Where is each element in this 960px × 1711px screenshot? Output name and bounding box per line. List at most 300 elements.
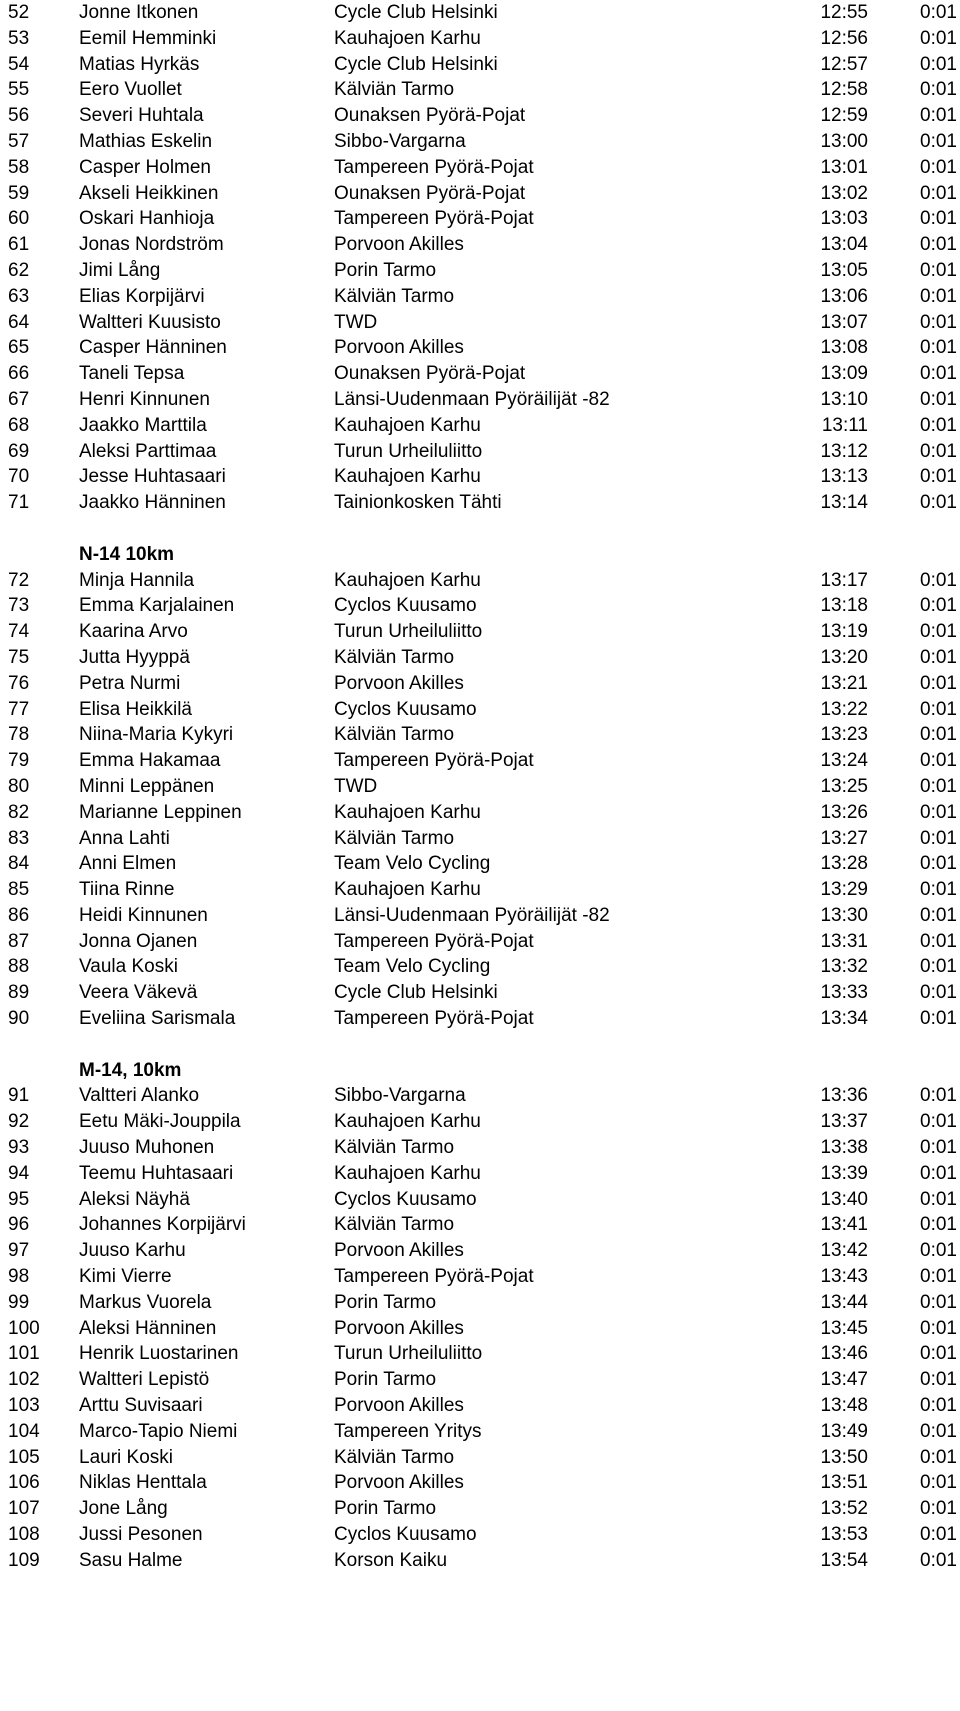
start-time: 12:58 bbox=[820, 79, 868, 101]
club-name: Porin Tarmo bbox=[334, 1291, 437, 1313]
start-number: 76 bbox=[8, 672, 30, 694]
start-interval: 0:01 bbox=[920, 1291, 957, 1313]
start-number: 98 bbox=[8, 1266, 30, 1288]
start-time: 13:14 bbox=[820, 492, 868, 514]
club-name: Cyclos Kuusamo bbox=[334, 698, 477, 720]
start-time: 13:03 bbox=[820, 208, 868, 230]
start-time: 13:39 bbox=[820, 1162, 868, 1184]
club-name: Tampereen Pyörä-Pojat bbox=[334, 750, 534, 772]
start-number: 83 bbox=[8, 827, 30, 849]
start-interval: 0:01 bbox=[920, 79, 957, 101]
start-time: 13:44 bbox=[820, 1291, 868, 1313]
club-name: Porvoon Akilles bbox=[334, 1472, 464, 1494]
start-number: 105 bbox=[8, 1446, 40, 1468]
result-row bbox=[0, 826, 960, 852]
result-row bbox=[0, 310, 960, 336]
club-name: Sibbo-Vargarna bbox=[334, 130, 466, 152]
rider-name: Eemil Hemminki bbox=[79, 27, 217, 49]
rider-name: Markus Vuorela bbox=[79, 1291, 212, 1313]
start-interval: 0:01 bbox=[920, 853, 957, 875]
start-number: 103 bbox=[8, 1395, 40, 1417]
start-time: 13:30 bbox=[820, 904, 868, 926]
start-time: 13:26 bbox=[820, 801, 868, 823]
result-row bbox=[0, 361, 960, 387]
result-row bbox=[0, 645, 960, 671]
start-interval: 0:01 bbox=[920, 1549, 957, 1571]
rider-name: Anni Elmen bbox=[79, 853, 177, 875]
club-name: Kauhajoen Karhu bbox=[334, 1162, 481, 1184]
club-name: Porin Tarmo bbox=[334, 259, 437, 281]
club-name: Kälviän Tarmo bbox=[334, 285, 455, 307]
start-number: 69 bbox=[8, 440, 30, 462]
result-row bbox=[0, 181, 960, 207]
result-row bbox=[0, 0, 960, 26]
start-interval: 0:01 bbox=[920, 801, 957, 823]
start-interval: 0:01 bbox=[920, 1214, 957, 1236]
start-interval: 0:01 bbox=[920, 1137, 957, 1159]
club-name: Cycle Club Helsinki bbox=[334, 982, 498, 1004]
category-heading bbox=[0, 1058, 960, 1084]
club-name: TWD bbox=[334, 775, 378, 797]
category-heading-text: N-14 10km bbox=[79, 543, 175, 565]
club-name: Kälviän Tarmo bbox=[334, 1214, 455, 1236]
rider-name: Emma Hakamaa bbox=[79, 750, 221, 772]
start-number: 97 bbox=[8, 1240, 30, 1262]
result-row bbox=[0, 155, 960, 181]
start-number: 57 bbox=[8, 130, 30, 152]
start-number: 75 bbox=[8, 646, 30, 668]
rider-name: Jimi Lång bbox=[79, 259, 161, 281]
start-interval: 0:01 bbox=[920, 182, 957, 204]
start-interval: 0:01 bbox=[920, 775, 957, 797]
start-interval: 0:01 bbox=[920, 646, 957, 668]
start-time: 13:10 bbox=[820, 388, 868, 410]
club-name: Kauhajoen Karhu bbox=[334, 879, 481, 901]
rider-name: Jone Lång bbox=[79, 1498, 168, 1520]
result-row bbox=[0, 1109, 960, 1135]
start-interval: 0:01 bbox=[920, 53, 957, 75]
club-name: Porvoon Akilles bbox=[334, 1395, 464, 1417]
start-time: 13:52 bbox=[820, 1498, 868, 1520]
rider-name: Jonne Itkonen bbox=[79, 2, 199, 23]
start-interval: 0:01 bbox=[920, 1008, 957, 1030]
result-row bbox=[0, 335, 960, 361]
start-number: 86 bbox=[8, 904, 30, 926]
start-interval: 0:01 bbox=[920, 1395, 957, 1417]
result-row bbox=[0, 1445, 960, 1471]
start-time: 13:23 bbox=[820, 724, 868, 746]
start-number: 79 bbox=[8, 750, 30, 772]
rider-name: Henrik Luostarinen bbox=[79, 1343, 239, 1365]
start-time: 13:49 bbox=[820, 1420, 868, 1442]
start-interval: 0:01 bbox=[920, 672, 957, 694]
start-time: 13:21 bbox=[820, 672, 868, 694]
start-interval: 0:01 bbox=[920, 621, 957, 643]
start-time: 12:55 bbox=[820, 2, 868, 23]
rider-name: Jesse Huhtasaari bbox=[79, 466, 226, 488]
start-time: 13:37 bbox=[820, 1111, 868, 1133]
start-number: 64 bbox=[8, 311, 30, 333]
start-number: 89 bbox=[8, 982, 30, 1004]
result-row bbox=[0, 1548, 960, 1574]
start-number: 74 bbox=[8, 621, 30, 643]
start-time: 13:42 bbox=[820, 1240, 868, 1262]
rider-name: Marco-Tapio Niemi bbox=[79, 1420, 238, 1442]
result-row bbox=[0, 619, 960, 645]
result-row bbox=[0, 929, 960, 955]
rider-name: Waltteri Lepistö bbox=[79, 1369, 210, 1391]
club-name: Cycle Club Helsinki bbox=[334, 2, 498, 23]
start-time: 13:08 bbox=[820, 337, 868, 359]
result-row bbox=[0, 671, 960, 697]
club-name: Kauhajoen Karhu bbox=[334, 466, 481, 488]
result-row bbox=[0, 464, 960, 490]
start-interval: 0:01 bbox=[920, 311, 957, 333]
start-time: 13:22 bbox=[820, 698, 868, 720]
club-name: Cyclos Kuusamo bbox=[334, 1188, 477, 1210]
category-heading bbox=[0, 542, 960, 568]
start-interval: 0:01 bbox=[920, 1524, 957, 1546]
club-name: Kauhajoen Karhu bbox=[334, 27, 481, 49]
rider-name: Teemu Huhtasaari bbox=[79, 1162, 234, 1184]
start-number: 67 bbox=[8, 388, 30, 410]
start-number: 99 bbox=[8, 1291, 30, 1313]
start-number: 62 bbox=[8, 259, 30, 281]
start-number: 52 bbox=[8, 2, 30, 23]
rider-name: Casper Holmen bbox=[79, 156, 211, 178]
rider-name: Eero Vuollet bbox=[79, 79, 182, 101]
club-name: Tampereen Pyörä-Pojat bbox=[334, 1266, 534, 1288]
start-number: 90 bbox=[8, 1008, 30, 1030]
start-interval: 0:01 bbox=[920, 208, 957, 230]
start-number: 94 bbox=[8, 1162, 30, 1184]
result-row bbox=[0, 1419, 960, 1445]
start-interval: 0:01 bbox=[920, 1266, 957, 1288]
result-row bbox=[0, 1161, 960, 1187]
club-name: Porvoon Akilles bbox=[334, 337, 464, 359]
club-name: Tampereen Pyörä-Pojat bbox=[334, 930, 534, 952]
club-name: Cyclos Kuusamo bbox=[334, 595, 477, 617]
start-number: 56 bbox=[8, 105, 30, 127]
start-time: 13:12 bbox=[820, 440, 868, 462]
club-name: Kälviän Tarmo bbox=[334, 827, 455, 849]
rider-name: Minni Leppänen bbox=[79, 775, 215, 797]
start-number: 93 bbox=[8, 1137, 30, 1159]
start-number: 54 bbox=[8, 53, 30, 75]
start-time: 13:33 bbox=[820, 982, 868, 1004]
rider-name: Aleksi Parttimaa bbox=[79, 440, 217, 462]
result-row bbox=[0, 877, 960, 903]
club-name: Turun Urheiluliitto bbox=[334, 440, 483, 462]
rider-name: Johannes Korpijärvi bbox=[79, 1214, 246, 1236]
start-interval: 0:01 bbox=[920, 414, 957, 436]
rider-name: Eveliina Sarismala bbox=[79, 1008, 236, 1030]
start-time: 13:17 bbox=[820, 569, 868, 591]
start-time: 13:40 bbox=[820, 1188, 868, 1210]
start-interval: 0:01 bbox=[920, 904, 957, 926]
start-number: 59 bbox=[8, 182, 30, 204]
start-time: 13:00 bbox=[820, 130, 868, 152]
club-name: Kälviän Tarmo bbox=[334, 1446, 455, 1468]
start-interval: 0:01 bbox=[920, 337, 957, 359]
rider-name: Juuso Karhu bbox=[79, 1240, 186, 1262]
result-row bbox=[0, 1187, 960, 1213]
rider-name: Aleksi Hänninen bbox=[79, 1317, 217, 1339]
start-time: 12:59 bbox=[820, 105, 868, 127]
start-interval: 0:01 bbox=[920, 698, 957, 720]
rider-name: Valtteri Alanko bbox=[79, 1085, 200, 1107]
start-interval: 0:01 bbox=[920, 750, 957, 772]
club-name: Turun Urheiluliitto bbox=[334, 621, 483, 643]
club-name: Porvoon Akilles bbox=[334, 672, 464, 694]
club-name: Team Velo Cycling bbox=[334, 956, 491, 978]
result-row bbox=[0, 258, 960, 284]
club-name: Porvoon Akilles bbox=[334, 1240, 464, 1262]
result-row bbox=[0, 722, 960, 748]
result-row bbox=[0, 1290, 960, 1316]
start-interval: 0:01 bbox=[920, 1111, 957, 1133]
rider-name: Mathias Eskelin bbox=[79, 130, 213, 152]
club-name: Kälviän Tarmo bbox=[334, 724, 455, 746]
start-time: 13:24 bbox=[820, 750, 868, 772]
start-time: 13:48 bbox=[820, 1395, 868, 1417]
start-number: 108 bbox=[8, 1524, 40, 1546]
start-interval: 0:01 bbox=[920, 1420, 957, 1442]
start-number: 61 bbox=[8, 234, 30, 256]
result-row bbox=[0, 439, 960, 465]
start-time: 12:56 bbox=[820, 27, 868, 49]
rider-name: Waltteri Kuusisto bbox=[79, 311, 221, 333]
rider-name: Henri Kinnunen bbox=[79, 388, 210, 410]
club-name: Tainionkosken Tähti bbox=[334, 492, 502, 514]
club-name: Kauhajoen Karhu bbox=[334, 801, 481, 823]
start-interval: 0:01 bbox=[920, 1498, 957, 1520]
club-name: TWD bbox=[334, 311, 378, 333]
result-row bbox=[0, 1006, 960, 1032]
start-time: 13:47 bbox=[820, 1369, 868, 1391]
rider-name: Juuso Muhonen bbox=[79, 1137, 215, 1159]
start-interval: 0:01 bbox=[920, 234, 957, 256]
rider-name: Jaakko Marttila bbox=[79, 414, 207, 436]
result-row bbox=[0, 103, 960, 129]
start-number: 72 bbox=[8, 569, 30, 591]
result-row bbox=[0, 1367, 960, 1393]
start-interval: 0:01 bbox=[920, 595, 957, 617]
start-time: 12:57 bbox=[820, 53, 868, 75]
section-gap bbox=[0, 516, 960, 542]
start-interval: 0:01 bbox=[920, 930, 957, 952]
club-name: Sibbo-Vargarna bbox=[334, 1085, 466, 1107]
start-number: 70 bbox=[8, 466, 30, 488]
club-name: Ounaksen Pyörä-Pojat bbox=[334, 105, 526, 127]
start-number: 60 bbox=[8, 208, 30, 230]
rider-name: Jonna Ojanen bbox=[79, 930, 198, 952]
club-name: Tampereen Pyörä-Pojat bbox=[334, 1008, 534, 1030]
club-name: Kauhajoen Karhu bbox=[334, 414, 481, 436]
start-time: 13:51 bbox=[820, 1472, 868, 1494]
start-interval: 0:01 bbox=[920, 956, 957, 978]
club-name: Team Velo Cycling bbox=[334, 853, 491, 875]
start-interval: 0:01 bbox=[920, 363, 957, 385]
start-number: 101 bbox=[8, 1343, 40, 1365]
start-time: 13:19 bbox=[820, 621, 868, 643]
start-interval: 0:01 bbox=[920, 1343, 957, 1365]
result-row bbox=[0, 1135, 960, 1161]
result-row bbox=[0, 1083, 960, 1109]
start-number: 53 bbox=[8, 27, 30, 49]
start-time: 13:07 bbox=[820, 311, 868, 333]
rider-name: Lauri Koski bbox=[79, 1446, 173, 1468]
start-number: 100 bbox=[8, 1317, 40, 1339]
club-name: Kälviän Tarmo bbox=[334, 1137, 455, 1159]
start-interval: 0:01 bbox=[920, 2, 957, 23]
result-row bbox=[0, 568, 960, 594]
club-name: Tampereen Pyörä-Pojat bbox=[334, 208, 534, 230]
rider-name: Severi Huhtala bbox=[79, 105, 204, 127]
start-number: 95 bbox=[8, 1188, 30, 1210]
start-number: 107 bbox=[8, 1498, 40, 1520]
club-name: Länsi-Uudenmaan Pyöräilijät -82 bbox=[334, 904, 610, 926]
rider-name: Jonas Nordström bbox=[79, 234, 224, 256]
result-row bbox=[0, 206, 960, 232]
start-time: 13:11 bbox=[821, 414, 868, 436]
club-name: Länsi-Uudenmaan Pyöräilijät -82 bbox=[334, 388, 610, 410]
start-interval: 0:01 bbox=[920, 440, 957, 462]
rider-name: Jutta Hyyppä bbox=[79, 646, 190, 668]
start-number: 68 bbox=[8, 414, 30, 436]
start-time: 13:50 bbox=[820, 1446, 868, 1468]
start-time: 13:18 bbox=[820, 595, 868, 617]
result-row bbox=[0, 1264, 960, 1290]
start-number: 73 bbox=[8, 595, 30, 617]
category-heading-text: M-14, 10km bbox=[79, 1059, 182, 1081]
result-row bbox=[0, 903, 960, 929]
club-name: Tampereen Yritys bbox=[334, 1420, 482, 1442]
result-row bbox=[0, 748, 960, 774]
start-interval: 0:01 bbox=[920, 1446, 957, 1468]
start-number: 87 bbox=[8, 930, 30, 952]
start-interval: 0:01 bbox=[920, 879, 957, 901]
start-number: 80 bbox=[8, 775, 30, 797]
club-name: Ounaksen Pyörä-Pojat bbox=[334, 182, 526, 204]
start-time: 13:02 bbox=[820, 182, 868, 204]
start-number: 92 bbox=[8, 1111, 30, 1133]
club-name: Ounaksen Pyörä-Pojat bbox=[334, 363, 526, 385]
rider-name: Arttu Suvisaari bbox=[79, 1395, 203, 1417]
start-number: 82 bbox=[8, 801, 30, 823]
rider-name: Heidi Kinnunen bbox=[79, 904, 208, 926]
start-time: 13:27 bbox=[820, 827, 868, 849]
start-interval: 0:01 bbox=[920, 1472, 957, 1494]
club-name: Porin Tarmo bbox=[334, 1498, 437, 1520]
start-number: 102 bbox=[8, 1369, 40, 1391]
start-number: 91 bbox=[8, 1085, 30, 1107]
start-time: 13:06 bbox=[820, 285, 868, 307]
club-name: Porvoon Akilles bbox=[334, 234, 464, 256]
start-interval: 0:01 bbox=[920, 466, 957, 488]
start-time: 13:28 bbox=[820, 853, 868, 875]
start-time: 13:32 bbox=[820, 956, 868, 978]
start-number: 106 bbox=[8, 1472, 40, 1494]
rider-name: Taneli Tepsa bbox=[79, 363, 185, 385]
section-gap bbox=[0, 1032, 960, 1058]
rider-name: Casper Hänninen bbox=[79, 337, 227, 359]
start-time: 13:41 bbox=[820, 1214, 868, 1236]
club-name: Tampereen Pyörä-Pojat bbox=[334, 156, 534, 178]
rider-name: Minja Hannila bbox=[79, 569, 195, 591]
start-time: 13:04 bbox=[820, 234, 868, 256]
start-time: 13:46 bbox=[820, 1343, 868, 1365]
rider-name: Niklas Henttala bbox=[79, 1472, 207, 1494]
start-interval: 0:01 bbox=[920, 105, 957, 127]
start-number: 84 bbox=[8, 853, 30, 875]
result-row bbox=[0, 1341, 960, 1367]
start-time: 13:36 bbox=[820, 1085, 868, 1107]
rider-name: Kaarina Arvo bbox=[79, 621, 188, 643]
rider-name: Sasu Halme bbox=[79, 1549, 183, 1571]
club-name: Porin Tarmo bbox=[334, 1369, 437, 1391]
start-time: 13:13 bbox=[820, 466, 868, 488]
rider-name: Oskari Hanhioja bbox=[79, 208, 215, 230]
rider-name: Matias Hyrkäs bbox=[79, 53, 200, 75]
rider-name: Marianne Leppinen bbox=[79, 801, 242, 823]
start-interval: 0:01 bbox=[920, 492, 957, 514]
result-row bbox=[0, 1470, 960, 1496]
result-row bbox=[0, 1522, 960, 1548]
rider-name: Kimi Vierre bbox=[79, 1266, 172, 1288]
start-number: 88 bbox=[8, 956, 30, 978]
start-interval: 0:01 bbox=[920, 156, 957, 178]
club-name: Kälviän Tarmo bbox=[334, 646, 455, 668]
start-interval: 0:01 bbox=[920, 569, 957, 591]
start-time: 13:05 bbox=[820, 259, 868, 281]
start-interval: 0:01 bbox=[920, 1162, 957, 1184]
start-interval: 0:01 bbox=[920, 27, 957, 49]
start-interval: 0:01 bbox=[920, 1240, 957, 1262]
start-interval: 0:01 bbox=[920, 982, 957, 1004]
result-row bbox=[0, 954, 960, 980]
result-row bbox=[0, 1212, 960, 1238]
start-number: 109 bbox=[8, 1549, 40, 1571]
result-row bbox=[0, 232, 960, 258]
start-time: 13:25 bbox=[820, 775, 868, 797]
start-interval: 0:01 bbox=[920, 285, 957, 307]
rider-name: Vaula Koski bbox=[79, 956, 178, 978]
rider-name: Akseli Heikkinen bbox=[79, 182, 219, 204]
club-name: Cycle Club Helsinki bbox=[334, 53, 498, 75]
result-row bbox=[0, 284, 960, 310]
start-interval: 0:01 bbox=[920, 1085, 957, 1107]
start-time: 13:38 bbox=[820, 1137, 868, 1159]
result-row bbox=[0, 980, 960, 1006]
club-name: Korson Kaiku bbox=[334, 1549, 448, 1571]
result-row bbox=[0, 77, 960, 103]
start-number: 66 bbox=[8, 363, 30, 385]
start-time: 13:34 bbox=[820, 1008, 868, 1030]
result-row bbox=[0, 800, 960, 826]
rider-name: Niina-Maria Kykyri bbox=[79, 724, 234, 746]
start-number: 55 bbox=[8, 79, 30, 101]
result-row bbox=[0, 129, 960, 155]
start-interval: 0:01 bbox=[920, 1369, 957, 1391]
start-number: 63 bbox=[8, 285, 30, 307]
club-name: Kälviän Tarmo bbox=[334, 79, 455, 101]
rider-name: Tiina Rinne bbox=[79, 879, 175, 901]
start-number: 71 bbox=[8, 492, 30, 514]
rider-name: Elias Korpijärvi bbox=[79, 285, 205, 307]
start-number: 85 bbox=[8, 879, 30, 901]
start-time: 13:31 bbox=[820, 930, 868, 952]
